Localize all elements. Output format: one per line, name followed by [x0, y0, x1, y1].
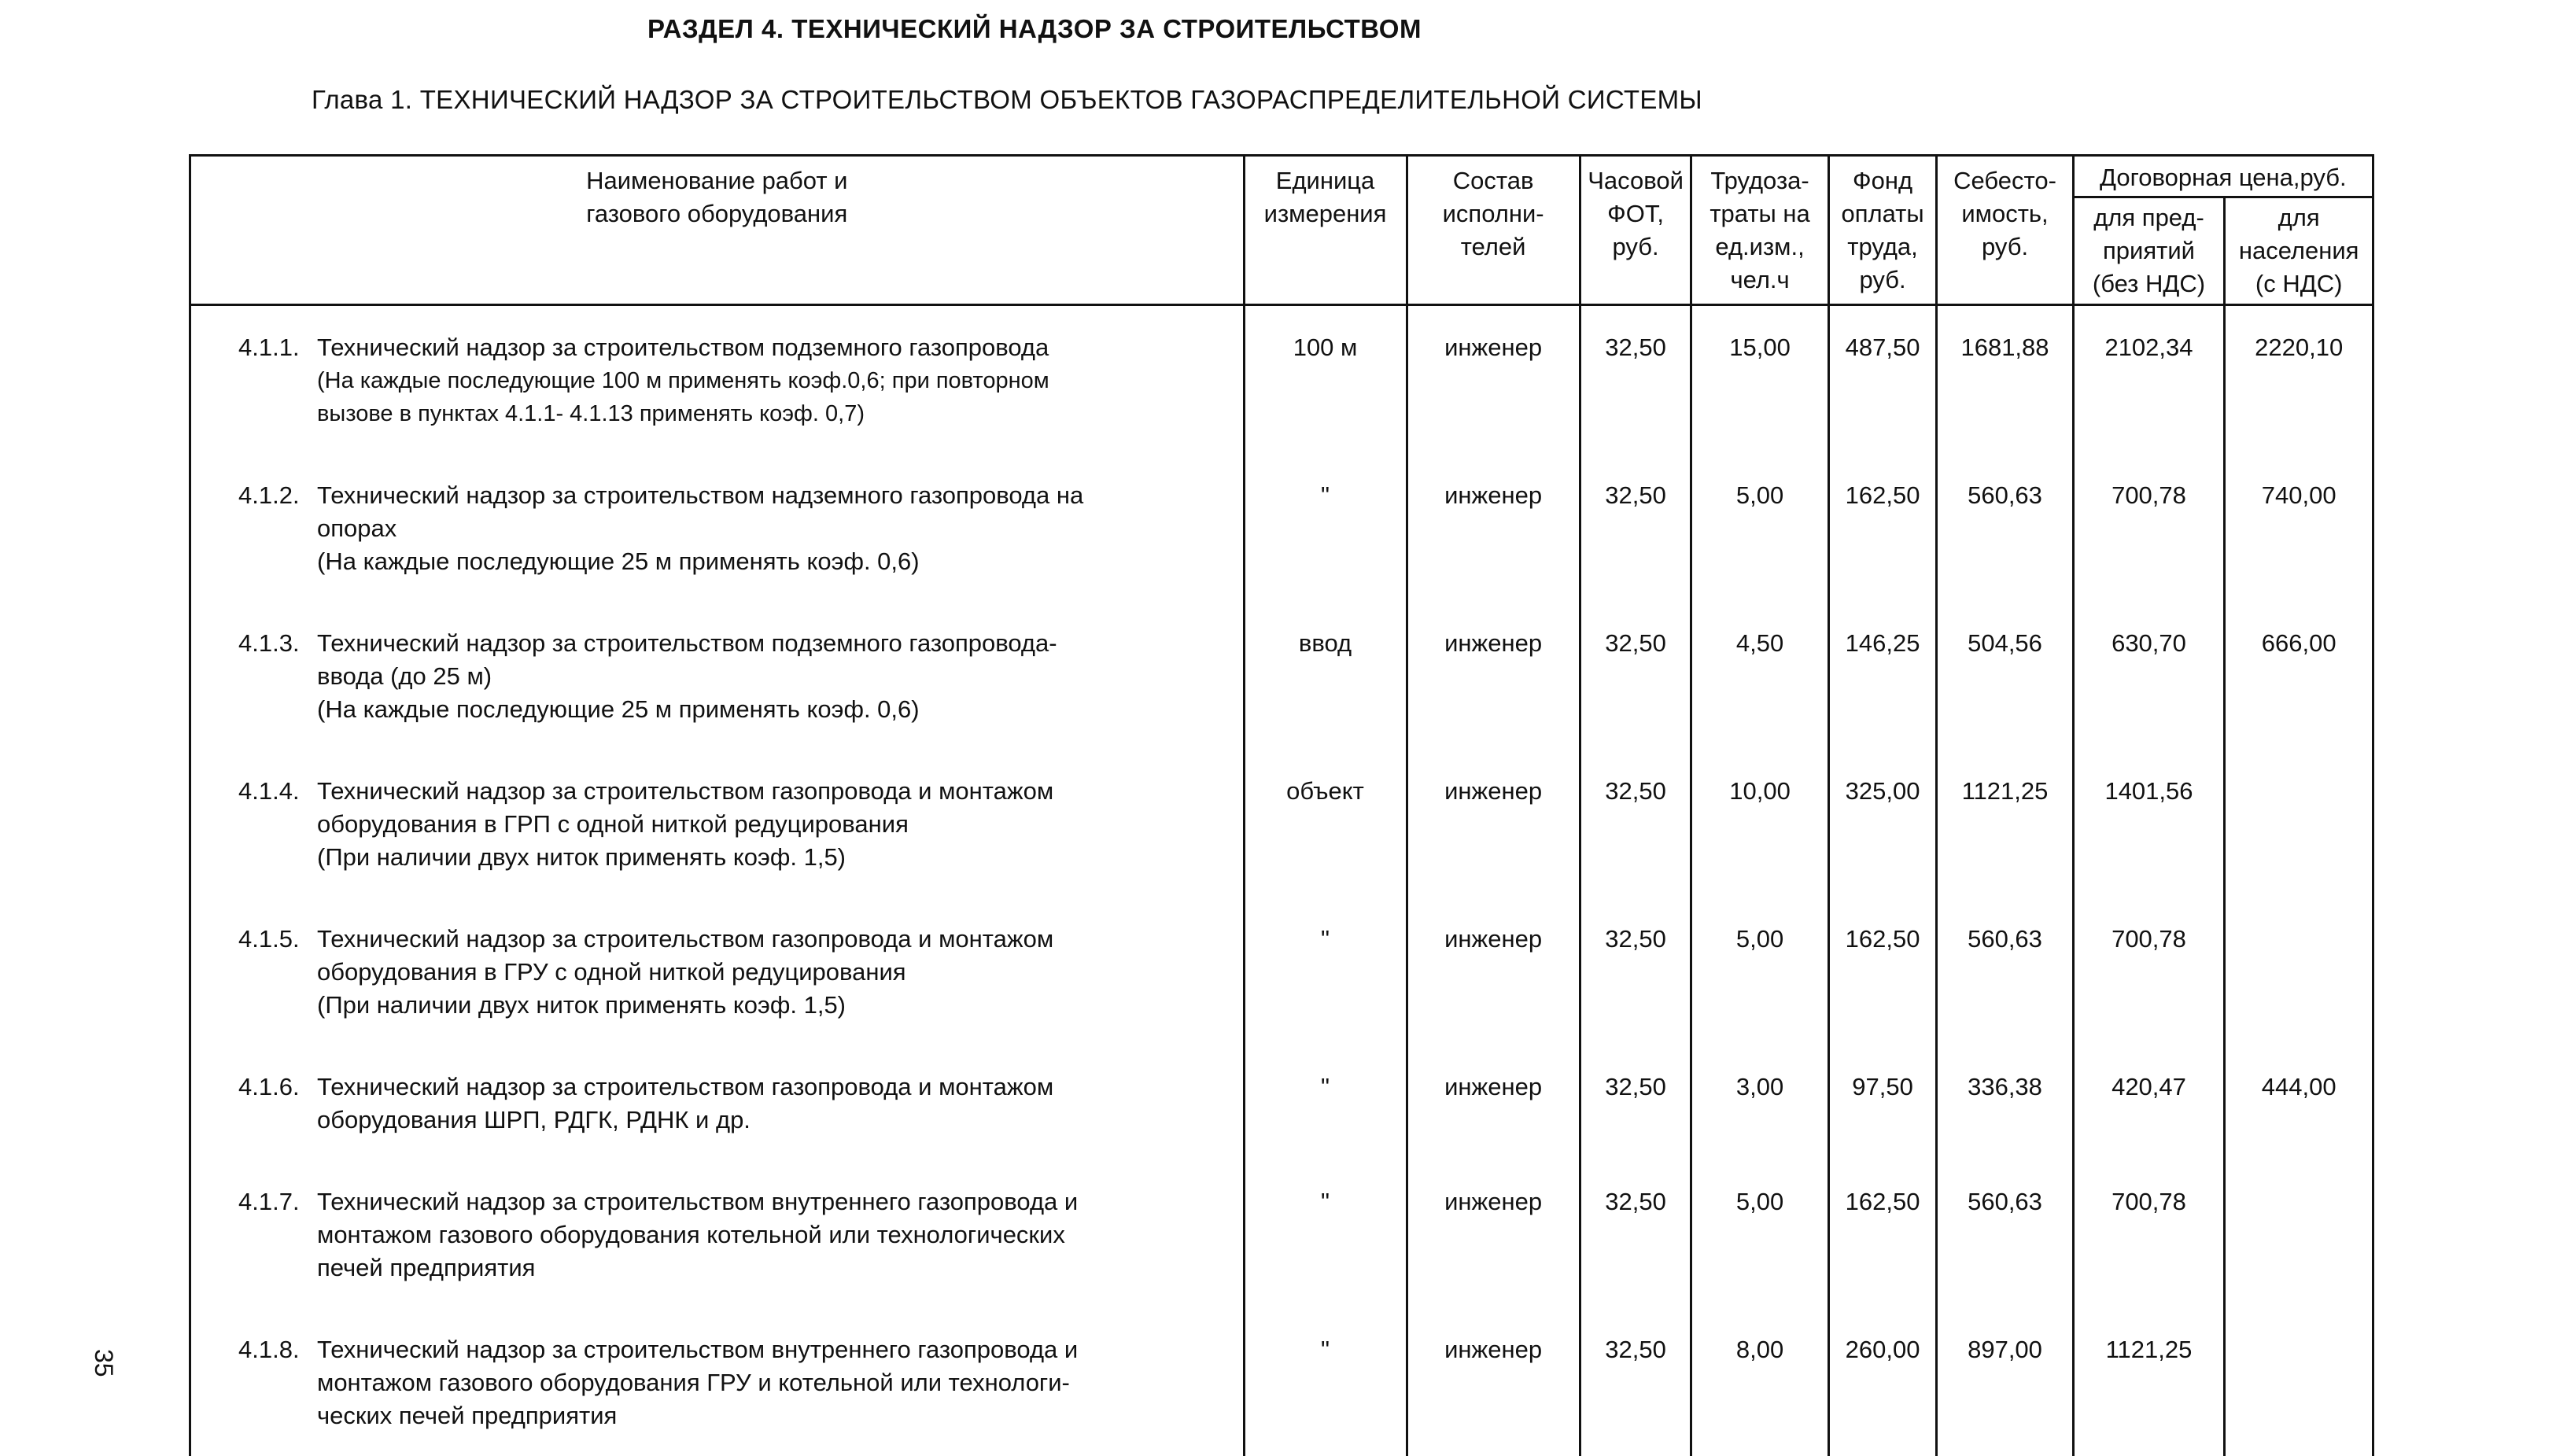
labor-cell: 10,00	[1691, 750, 1828, 898]
work-name-line	[238, 1185, 1235, 1218]
work-name-line: печей предприятия	[238, 1251, 1235, 1285]
col-header-fund: Фонд оплаты труда, руб.	[1828, 156, 1937, 305]
work-name-line: (При наличии двух ниток применять коэф. 1,5)	[238, 841, 1235, 874]
work-name-text: Технический надзор за строительством внутреннего газопровода и	[317, 1188, 1078, 1215]
staff-cell: инженер	[1407, 305, 1580, 455]
work-name-cell	[190, 898, 1245, 1045]
price-population-cell	[2225, 1308, 2373, 1456]
work-name-text: Технический надзор за строительством надземного газопровода на	[317, 481, 1083, 509]
work-name-cell	[190, 305, 1245, 455]
fund-cell: 162,50	[1828, 1160, 1937, 1308]
price-enterprise-cell: 630,70	[2073, 602, 2225, 750]
work-name-line: (На каждые последующие 100 м применять коэф.0,6; при повторном	[238, 364, 1235, 397]
fund-cell: 487,50	[1828, 305, 1937, 455]
work-name-cell	[190, 454, 1245, 602]
price-enterprise-cell: 1401,56	[2073, 750, 2225, 898]
table-row	[190, 305, 2373, 455]
table-row	[190, 898, 2373, 1045]
work-name-line	[238, 331, 1235, 364]
item-number: 4.1.5.	[238, 923, 317, 956]
table-body	[190, 305, 2373, 1456]
cost-cell: 897,00	[1937, 1308, 2073, 1456]
cost-cell: 1681,88	[1937, 305, 2073, 455]
chapter-title: Глава 1. ТЕХНИЧЕСКИЙ НАДЗОР ЗА СТРОИТЕЛЬСТВОМ ОБЪЕКТОВ ГАЗОРАСПРЕДЕЛИТЕЛЬНОЙ СИСТЕМЫ	[0, 85, 2014, 115]
rates-table	[189, 154, 2374, 1456]
hourly-cell: 32,50	[1580, 1160, 1691, 1308]
page-number: 35	[89, 1349, 118, 1377]
item-number: 4.1.7.	[238, 1185, 317, 1218]
price-enterprise-cell: 700,78	[2073, 898, 2225, 1045]
price-population-cell	[2225, 1160, 2373, 1308]
fund-cell: 162,50	[1828, 898, 1937, 1045]
work-name-text: Технический надзор за строительством газопровода и монтажом	[317, 925, 1053, 953]
table-row	[190, 750, 2373, 898]
work-name-line: вызове в пунктах 4.1.1- 4.1.13 применять коэф. 0,7)	[238, 397, 1235, 430]
staff-cell: инженер	[1407, 750, 1580, 898]
work-name-cell	[190, 1160, 1245, 1308]
unit-cell: "	[1244, 898, 1407, 1045]
unit-cell: "	[1244, 1045, 1407, 1160]
labor-cell: 5,00	[1691, 898, 1828, 1045]
work-name-text: Технический надзор за строительством подземного газопровода-	[317, 629, 1057, 657]
labor-cell: 5,00	[1691, 1160, 1828, 1308]
hourly-cell: 32,50	[1580, 602, 1691, 750]
unit-cell: "	[1244, 1308, 1407, 1456]
unit-cell: объект	[1244, 750, 1407, 898]
price-enterprise-cell: 1121,25	[2073, 1308, 2225, 1456]
hourly-cell: 32,50	[1580, 1045, 1691, 1160]
work-name-line: (На каждые последующие 25 м применять коэф. 0,6)	[238, 693, 1235, 726]
labor-cell: 8,00	[1691, 1308, 1828, 1456]
cost-cell: 504,56	[1937, 602, 2073, 750]
cost-cell: 560,63	[1937, 1160, 2073, 1308]
col-header-hourly: Часовой ФОТ, руб.	[1580, 156, 1691, 305]
staff-cell: инженер	[1407, 898, 1580, 1045]
unit-cell: "	[1244, 1160, 1407, 1308]
price-population-cell: 666,00	[2225, 602, 2373, 750]
table-row	[190, 602, 2373, 750]
col-header-unit: Единица измерения	[1244, 156, 1407, 305]
cost-cell: 560,63	[1937, 898, 2073, 1045]
work-name-cell	[190, 1308, 1245, 1456]
item-number: 4.1.2.	[238, 479, 317, 512]
price-enterprise-cell: 700,78	[2073, 454, 2225, 602]
work-name-line: монтажом газового оборудования котельной или технологических	[238, 1218, 1235, 1251]
fund-cell: 97,50	[1828, 1045, 1937, 1160]
table-row	[190, 1160, 2373, 1308]
hourly-cell: 32,50	[1580, 1308, 1691, 1456]
fund-cell: 325,00	[1828, 750, 1937, 898]
staff-cell: инженер	[1407, 602, 1580, 750]
col-header-labor: Трудоза- траты на ед.изм., чел.ч	[1691, 156, 1828, 305]
work-name-line: (При наличии двух ниток применять коэф. 1,5)	[238, 989, 1235, 1022]
price-population-cell	[2225, 750, 2373, 898]
staff-cell: инженер	[1407, 1045, 1580, 1160]
work-name-line	[238, 1071, 1235, 1104]
fund-cell: 260,00	[1828, 1308, 1937, 1456]
table-row	[190, 1045, 2373, 1160]
price-population-cell: 740,00	[2225, 454, 2373, 602]
table-row	[190, 1308, 2373, 1456]
cost-cell: 1121,25	[1937, 750, 2073, 898]
staff-cell: инженер	[1407, 1308, 1580, 1456]
col-header-price-group: Договорная цена,руб.	[2073, 156, 2373, 197]
work-name-line	[238, 775, 1235, 808]
item-number: 4.1.4.	[238, 775, 317, 808]
work-name-cell	[190, 1045, 1245, 1160]
col-header-cost: Себесто- имость, руб.	[1937, 156, 2073, 305]
work-name-text: Технический надзор за строительством газопровода и монтажом	[317, 777, 1053, 805]
cost-cell: 336,38	[1937, 1045, 2073, 1160]
labor-cell: 3,00	[1691, 1045, 1828, 1160]
item-number: 4.1.6.	[238, 1071, 317, 1104]
work-name-text: Технический надзор за строительством подземного газопровода	[317, 334, 1049, 361]
hourly-cell: 32,50	[1580, 750, 1691, 898]
price-enterprise-cell: 420,47	[2073, 1045, 2225, 1160]
work-name-cell	[190, 602, 1245, 750]
item-number: 4.1.8.	[238, 1333, 317, 1366]
staff-cell: инженер	[1407, 1160, 1580, 1308]
fund-cell: 146,25	[1828, 602, 1937, 750]
unit-cell: ввод	[1244, 602, 1407, 750]
price-population-cell	[2225, 898, 2373, 1045]
work-name-line	[238, 479, 1235, 512]
work-name-text: Технический надзор за строительством газопровода и монтажом	[317, 1073, 1053, 1100]
labor-cell: 15,00	[1691, 305, 1828, 455]
fund-cell: 162,50	[1828, 454, 1937, 602]
work-name-cell	[190, 750, 1245, 898]
work-name-line	[238, 1333, 1235, 1366]
section-title: РАЗДЕЛ 4. ТЕХНИЧЕСКИЙ НАДЗОР ЗА СТРОИТЕЛЬСТВОМ	[0, 14, 2069, 44]
work-name-line	[238, 923, 1235, 956]
unit-cell: 100 м	[1244, 305, 1407, 455]
price-population-cell: 444,00	[2225, 1045, 2373, 1160]
col-header-name: Наименование работ и газового оборудования	[190, 156, 1245, 305]
labor-cell: 5,00	[1691, 454, 1828, 602]
col-header-price-enterprise: для пред- приятий (без НДС)	[2073, 197, 2225, 305]
item-number: 4.1.3.	[238, 627, 317, 660]
unit-cell: "	[1244, 454, 1407, 602]
work-name-text: Технический надзор за строительством внутреннего газопровода и	[317, 1336, 1078, 1363]
cost-cell: 560,63	[1937, 454, 2073, 602]
hourly-cell: 32,50	[1580, 454, 1691, 602]
price-population-cell: 2220,10	[2225, 305, 2373, 455]
col-header-staff: Состав исполни- телей	[1407, 156, 1580, 305]
work-name-line: монтажом газового оборудования ГРУ и котельной или технологи-	[238, 1366, 1235, 1399]
price-enterprise-cell: 2102,34	[2073, 305, 2225, 455]
work-name-line: оборудования ШРП, РДГК, РДНК и др.	[238, 1104, 1235, 1137]
work-name-line	[238, 627, 1235, 660]
hourly-cell: 32,50	[1580, 305, 1691, 455]
work-name-line: ввода (до 25 м)	[238, 660, 1235, 693]
staff-cell: инженер	[1407, 454, 1580, 602]
work-name-line: оборудования в ГРП с одной ниткой редуцирования	[238, 808, 1235, 841]
col-header-price-population: для населения (с НДС)	[2225, 197, 2373, 305]
table-row	[190, 454, 2373, 602]
work-name-line: ческих печей предприятия	[238, 1399, 1235, 1432]
work-name-line: оборудования в ГРУ с одной ниткой редуцирования	[238, 956, 1235, 989]
work-name-line: опорах	[238, 512, 1235, 545]
item-number: 4.1.1.	[238, 331, 317, 364]
work-name-line: (На каждые последующие 25 м применять коэф. 0,6)	[238, 545, 1235, 578]
price-enterprise-cell: 700,78	[2073, 1160, 2225, 1308]
hourly-cell: 32,50	[1580, 898, 1691, 1045]
labor-cell: 4,50	[1691, 602, 1828, 750]
